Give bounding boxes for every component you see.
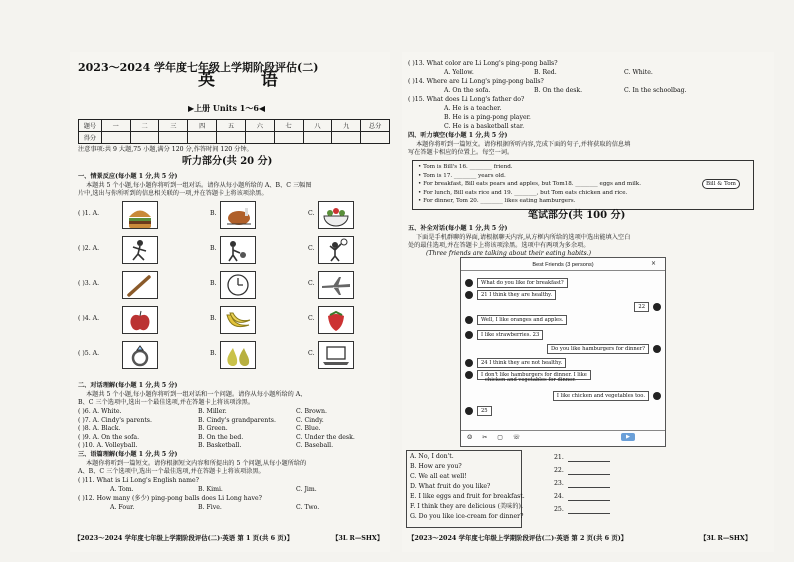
chat-message: What do you like for breakfast? <box>477 278 568 288</box>
question-15: ( )15. What does Li Long's father do? <box>408 96 525 103</box>
score-row-label: 得分 <box>79 132 102 144</box>
score-header: 六 <box>245 120 274 132</box>
score-header: 题号 <box>79 120 102 132</box>
note-line: • For dinner, Tom 20. ________ likes eating hamburgers. <box>418 198 576 205</box>
pears-icon[interactable] <box>220 341 256 369</box>
option-label: B. <box>210 350 217 357</box>
option-label: C. <box>308 210 315 217</box>
answer-blank[interactable] <box>568 500 610 501</box>
option-c: C. Cindy. <box>296 416 324 424</box>
option-label: C. <box>308 280 315 287</box>
question-option-a: ( )8. A. Black. <box>78 425 121 433</box>
clock-icon[interactable] <box>220 271 256 299</box>
chat-message: Do you like hamburgers for dinner? <box>547 344 649 354</box>
question-12: ( )12. How many (多少) ping-pong balls does Li Long have? <box>78 495 262 502</box>
option-a: A. Four. <box>110 504 135 511</box>
chat-message: 25 <box>477 406 492 416</box>
page-2 <box>402 52 774 552</box>
chat-message: 24 I think they are not healthy. <box>477 358 566 368</box>
close-icon[interactable]: × <box>651 260 657 267</box>
answer-number: 25. <box>554 506 564 513</box>
question-option-a: ( )7. A. Cindy's parents. <box>78 416 152 424</box>
question-label: ( )3. A. <box>78 280 100 287</box>
airplane-icon[interactable] <box>318 271 354 299</box>
option-c: C. He is a basketball star. <box>444 123 525 130</box>
part2-instruction: B、C 三个选项中,选出一个最佳选项,并在答题卡上将该项涂黑。 <box>78 399 255 406</box>
avatar <box>465 331 473 339</box>
option-b: B. Red. <box>534 69 557 76</box>
score-header: 二 <box>130 120 159 132</box>
option-item: G. Do you like ice-cream for dinner? <box>410 513 524 520</box>
exam-title: 2023～2024 学年度七年级上学期阶段评估(二) <box>78 61 319 74</box>
answer-blank[interactable] <box>568 474 610 475</box>
option-label: B. <box>210 315 217 322</box>
option-item: D. What fruit do you like? <box>410 483 491 490</box>
part4-instruction: 写在答题卡相应的位置上。每空一词。 <box>408 149 514 156</box>
option-c: C. Baseball. <box>296 442 334 450</box>
score-cell[interactable] <box>361 132 390 144</box>
score-cell[interactable] <box>159 132 188 144</box>
apple-icon[interactable] <box>122 306 158 334</box>
answer-blank[interactable] <box>568 487 610 488</box>
send-button[interactable]: ▶ <box>621 433 635 441</box>
option-label: C. <box>308 350 315 357</box>
laptop-icon[interactable] <box>318 341 354 369</box>
part4-instruction: 本题你将听到一篇短文。请你根据所听内容,完成下面的句子,并将获取的信息填 <box>416 141 631 148</box>
score-cell[interactable] <box>303 132 332 144</box>
avatar <box>465 371 473 379</box>
score-header: 九 <box>332 120 361 132</box>
score-cell[interactable] <box>245 132 274 144</box>
question-13: ( )13. What color are Li Long's ping-pong balls? <box>408 60 558 67</box>
note-line: • For breakfast, Bill eats pears and apples, but Tom18. ________ eggs and milk. <box>418 181 641 188</box>
answer-number: 24. <box>554 493 564 500</box>
option-label: B. <box>210 245 217 252</box>
note-line: • Tom is Bill's 16. ________ friend. <box>418 164 513 170</box>
chat-message: 22 <box>634 302 649 312</box>
roast-chicken-icon[interactable] <box>220 201 256 229</box>
part5-heading: 五、补全对话(每小题 1 分,共 5 分) <box>408 225 508 232</box>
bill-tom-badge: Bill & Tom <box>702 179 740 189</box>
option-b: B. He is a ping-pong player. <box>444 114 531 121</box>
answer-number: 22. <box>554 467 564 474</box>
option-b: B. Kimi. <box>198 486 223 493</box>
part2-heading: 二、对话理解(每小题 1 分,共 5 分) <box>78 382 178 389</box>
score-header: 三 <box>159 120 188 132</box>
chat-message: chicken and vegetables for dinner. <box>485 377 576 383</box>
note-line: • Tom is 17. ________ years old. <box>418 172 506 179</box>
chat-message: I like chicken and vegetables too. <box>553 391 649 401</box>
option-c: C. Brown. <box>296 408 327 415</box>
chat-message: Well, I like oranges and apples. <box>477 315 567 325</box>
volleyball-girl-icon[interactable] <box>318 236 354 264</box>
avatar <box>465 407 473 415</box>
avatar <box>465 279 473 287</box>
subject-title: 英 语 <box>198 70 298 90</box>
avatar <box>653 392 661 400</box>
option-item: E. I like eggs and fruit for breakfast. <box>410 493 525 500</box>
bananas-icon[interactable] <box>220 306 256 334</box>
question-label: ( )5. A. <box>78 350 100 357</box>
option-item: A. No, I don't. <box>410 453 454 460</box>
option-b: B. On the bed. <box>198 433 244 441</box>
part3-heading: 三、语篇理解(每小题 1 分,共 5 分) <box>78 451 178 458</box>
option-b: B. Cindy's grandparents. <box>198 416 276 424</box>
question-label: ( )2. A. <box>78 245 100 252</box>
avatar <box>465 359 473 367</box>
part4-heading: 四、听力填空(每小题 1 分,共 5 分) <box>408 132 508 139</box>
answer-blank[interactable] <box>568 461 610 462</box>
chat-window <box>460 257 666 447</box>
score-cell[interactable] <box>332 132 361 144</box>
part3-instruction: A、B、C 三个选项中,选出一个最佳选项,并在答题卡上将该项涂黑。 <box>78 468 265 475</box>
chat-divider <box>461 270 665 271</box>
score-header: 五 <box>217 120 246 132</box>
option-a: A. Yellow. <box>444 69 474 76</box>
chat-message: 21 I think they are healthy. <box>477 290 556 300</box>
score-header: 七 <box>274 120 303 132</box>
option-label: C. <box>308 245 315 252</box>
option-c: C. Blue. <box>296 425 321 433</box>
written-title: 笔试部分(共 100 分) <box>528 210 626 221</box>
score-cell[interactable] <box>101 132 130 144</box>
score-cell[interactable] <box>217 132 246 144</box>
part5-instruction: 处的最佳选项,并在答题卡上将该项涂黑。选项中有两项为多余项。 <box>408 242 590 249</box>
avatar <box>653 345 661 353</box>
score-cell[interactable] <box>274 132 303 144</box>
chat-message: I don't like hamburgers for dinner. I like <box>477 370 591 380</box>
score-cell[interactable] <box>130 132 159 144</box>
answer-number: 23. <box>554 480 564 487</box>
emoji-toolbar-icons[interactable]: ☺ ✂ ▢ ☏ <box>467 434 525 441</box>
option-label: B. <box>210 280 217 287</box>
part3-instruction: 本题你将听到一篇短文。请你根据短文内容和所提出的 5 个问题,从每小题所给的 <box>86 460 307 467</box>
answer-number: 21. <box>554 454 564 461</box>
score-table <box>78 119 390 144</box>
option-label: C. <box>308 315 315 322</box>
question-label: ( )1. A. <box>78 210 100 217</box>
hamburger-icon[interactable] <box>122 201 158 229</box>
part1-heading: 一、情景反应(每小题 1 分,共 5 分) <box>78 173 178 180</box>
option-item: F. I think they are delicious (美味的). <box>410 503 523 510</box>
part1-instruction: 片中,选出与你所听到的信息相关联的一项,并在答题卡上将该项涂黑。 <box>78 190 268 197</box>
part2-instruction: 本题共 5 个小题,每小题你将听到一组对话和一个问题。请你从每小题所给的 A、 <box>86 391 307 398</box>
scene-note: (Three friends are talking about their eating habits.) <box>426 250 592 257</box>
question-14: ( )14. Where are Li Long's ping-pong balls? <box>408 78 544 85</box>
score-header: 总分 <box>361 120 390 132</box>
baseball-bat-icon[interactable] <box>122 271 158 299</box>
chat-input-bar <box>461 430 665 431</box>
footer-code: 【3L R—SHX】 <box>700 534 752 542</box>
option-b: B. Five. <box>198 504 222 511</box>
avatar <box>465 291 473 299</box>
question-option-a: ( )9. A. On the sofa. <box>78 433 140 441</box>
answer-blank[interactable] <box>568 513 610 514</box>
option-b: B. Miller. <box>198 408 227 415</box>
bowling-boy-icon[interactable] <box>220 236 256 264</box>
question-option-a: ( )10. A. Volleyball. <box>78 442 138 450</box>
option-c: C. Jim. <box>296 486 317 493</box>
option-c: C. White. <box>624 69 653 76</box>
ring-icon[interactable] <box>122 341 158 369</box>
score-header: 一 <box>101 120 130 132</box>
option-c: C. In the schoolbag. <box>624 87 687 94</box>
option-item: B. How are you? <box>410 463 462 470</box>
footer-right: 【2023～2024 学年度七年级上学期阶段评估(二)·英语 第 2 页(共 6 页)】 <box>408 534 628 542</box>
footer-code: 【3L R—SHX】 <box>332 534 384 542</box>
footer-left: 【2023～2024 学年度七年级上学期阶段评估(二)·英语 第 1 页(共 6 页)】 <box>74 534 294 542</box>
part1-instruction: 本题共 5 个小题,每小题你将听到一组对话。请你从每小题所给的 A、B、C 三幅图 <box>86 182 312 189</box>
salad-icon[interactable] <box>318 201 354 229</box>
question-label: ( )4. A. <box>78 315 100 322</box>
option-a: A. On the sofa. <box>444 87 491 94</box>
option-a: A. Tom. <box>110 486 134 493</box>
option-c: C. Under the desk. <box>296 433 355 441</box>
question-11: ( )11. What is Li Long's English name? <box>78 477 199 484</box>
chat-title: Best Friends (3 persons) <box>532 262 594 268</box>
score-header: 四 <box>188 120 217 132</box>
note-line: • For lunch, Bill eats rice and 19. ________, but Tom eats chicken and rice. <box>418 189 628 196</box>
option-b: B. Basketball. <box>198 442 242 450</box>
strawberry-icon[interactable] <box>318 306 354 334</box>
notice: 注意事项:共 9 大题,75 小题,满分 120 分,作答时间 120 分钟。 <box>78 146 253 153</box>
option-a: A. He is a teacher. <box>444 105 502 112</box>
chat-message: I like strawberries. 23 <box>477 330 543 340</box>
listening-title: 听力部分(共 20 分) <box>182 156 273 167</box>
avatar <box>653 303 661 311</box>
page-1 <box>70 52 390 552</box>
option-b: B. On the desk. <box>534 87 583 94</box>
option-b: B. Green. <box>198 425 228 433</box>
running-boy-icon[interactable] <box>122 236 158 264</box>
score-header: 八 <box>303 120 332 132</box>
avatar <box>465 316 473 324</box>
unit-range: ▶上册 Units 1～6◀ <box>188 103 266 113</box>
question-option-a: ( )6. A. White. <box>78 408 122 415</box>
option-item: C. We all eat well! <box>410 473 467 480</box>
option-c: C. Two. <box>296 504 320 511</box>
option-label: B. <box>210 210 217 217</box>
part5-instruction: 下面是手机群聊的界面,请根据聊天内容,从方框内所给的选项中选出能填入空白 <box>416 234 631 241</box>
score-cell[interactable] <box>188 132 217 144</box>
